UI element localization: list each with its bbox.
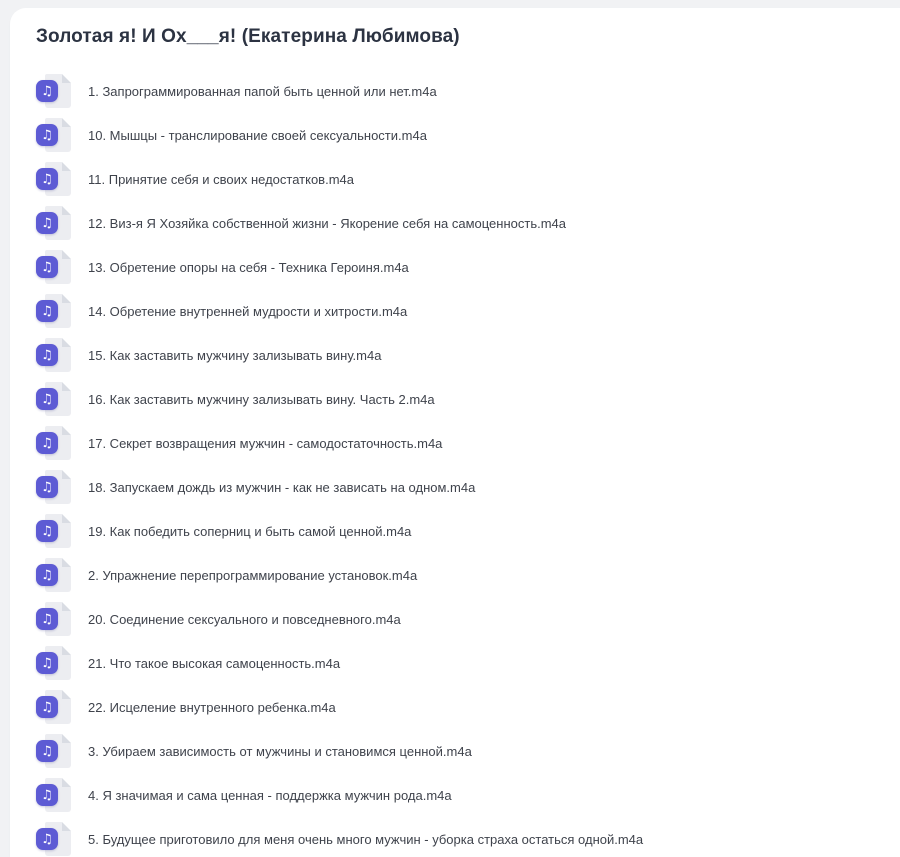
- music-note-icon: ♫: [41, 303, 53, 319]
- music-note-badge-icon: [36, 344, 58, 366]
- folded-corner: [62, 250, 71, 259]
- music-note-badge-icon: [36, 168, 58, 190]
- file-row[interactable]: [36, 465, 900, 509]
- folded-corner: [62, 822, 71, 831]
- file-name: 16. Как заставить мужчину зализывать вину. Часть 2.m4a: [88, 391, 435, 407]
- file-name: 18. Запускаем дождь из мужчин - как не зависать на одном.m4a: [88, 479, 476, 495]
- file-name: 17. Секрет возвращения мужчин - самодостаточность.m4a: [88, 435, 443, 451]
- file-name: 1. Запрограммированная папой быть ценной или нет.m4a: [88, 83, 437, 99]
- folded-corner: [62, 514, 71, 523]
- music-note-icon: ♫: [41, 171, 53, 187]
- music-note-icon: ♫: [41, 479, 53, 495]
- folded-corner: [62, 426, 71, 435]
- folded-corner: [62, 602, 71, 611]
- file-row[interactable]: [36, 421, 900, 465]
- folded-corner: [62, 294, 71, 303]
- music-note-icon: ♫: [41, 435, 53, 451]
- file-row[interactable]: [36, 729, 900, 773]
- file-name: 12. Виз-я Я Хозяйка собственной жизни - Якорение себя на самоценность.m4a: [88, 215, 566, 231]
- file-row[interactable]: [36, 289, 900, 333]
- audio-file-icon: [36, 734, 72, 768]
- folded-corner: [62, 382, 71, 391]
- music-note-icon: ♫: [41, 391, 53, 407]
- file-row[interactable]: [36, 69, 900, 113]
- music-note-badge-icon: [36, 652, 58, 674]
- audio-file-icon: [36, 778, 72, 812]
- file-name: 5. Будущее приготовило для меня очень много мужчин - уборка страха остаться одной.m4a: [88, 831, 644, 847]
- music-note-badge-icon: [36, 432, 58, 454]
- folded-corner: [62, 74, 71, 83]
- file-name: 21. Что такое высокая самоценность.m4a: [88, 655, 341, 671]
- audio-file-icon: [36, 558, 72, 592]
- music-note-badge-icon: [36, 608, 58, 630]
- music-note-icon: ♫: [41, 215, 53, 231]
- folded-corner: [62, 734, 71, 743]
- music-note-badge-icon: [36, 256, 58, 278]
- music-note-icon: ♫: [41, 259, 53, 275]
- folded-corner: [62, 206, 71, 215]
- file-name: 20. Соединение сексуального и повседневного.m4a: [88, 611, 401, 627]
- audio-file-icon: [36, 646, 72, 680]
- file-row[interactable]: [36, 597, 900, 641]
- audio-file-icon: [36, 162, 72, 196]
- file-name: 11. Принятие себя и своих недостатков.m4a: [88, 171, 354, 187]
- file-row[interactable]: [36, 685, 900, 729]
- music-note-badge-icon: [36, 784, 58, 806]
- file-row[interactable]: [36, 773, 900, 817]
- file-name: 15. Как заставить мужчину зализывать вину.m4a: [88, 347, 382, 363]
- file-row[interactable]: [36, 245, 900, 289]
- audio-file-icon: [36, 514, 72, 548]
- file-name: 2. Упражнение перепрограммирование установок.m4a: [88, 567, 418, 583]
- file-name: 3. Убираем зависимость от мужчины и становимся ценной.m4a: [88, 743, 472, 759]
- music-note-badge-icon: [36, 828, 58, 850]
- file-name: 19. Как победить соперниц и быть самой ценной.m4a: [88, 523, 412, 539]
- file-name: 10. Мышцы - транслирование своей сексуальности.m4a: [88, 127, 427, 143]
- music-note-icon: ♫: [41, 831, 53, 847]
- folder-title: Золотая я! И Ох___я! (Екатерина Любимова): [36, 26, 460, 47]
- folded-corner: [62, 558, 71, 567]
- file-name: 22. Исцеление внутренного ребенка.m4a: [88, 699, 336, 715]
- audio-file-icon: [36, 206, 72, 240]
- file-row[interactable]: [36, 377, 900, 421]
- music-note-badge-icon: [36, 564, 58, 586]
- audio-file-icon: [36, 690, 72, 724]
- audio-file-icon: [36, 382, 72, 416]
- audio-file-icon: [36, 74, 72, 108]
- file-name: 14. Обретение внутренней мудрости и хитрости.m4a: [88, 303, 408, 319]
- music-note-icon: ♫: [41, 127, 53, 143]
- file-row[interactable]: [36, 553, 900, 597]
- folded-corner: [62, 162, 71, 171]
- music-note-badge-icon: [36, 696, 58, 718]
- file-name: 13. Обретение опоры на себя - Техника Героиня.m4a: [88, 259, 409, 275]
- file-row[interactable]: [36, 817, 900, 857]
- music-note-badge-icon: [36, 80, 58, 102]
- audio-file-icon: [36, 470, 72, 504]
- music-note-icon: ♫: [41, 567, 53, 583]
- file-row[interactable]: [36, 333, 900, 377]
- music-note-icon: ♫: [41, 787, 53, 803]
- music-note-icon: ♫: [41, 655, 53, 671]
- file-name: 4. Я значимая и сама ценная - поддержка мужчин рода.m4a: [88, 787, 452, 803]
- music-note-icon: ♫: [41, 523, 53, 539]
- file-row[interactable]: [36, 641, 900, 685]
- folded-corner: [62, 778, 71, 787]
- music-note-icon: ♫: [41, 347, 53, 363]
- audio-file-icon: [36, 426, 72, 460]
- file-list: [36, 69, 900, 857]
- music-note-badge-icon: [36, 740, 58, 762]
- music-note-badge-icon: [36, 300, 58, 322]
- folded-corner: [62, 646, 71, 655]
- file-row[interactable]: [36, 509, 900, 553]
- folder-view-card: [10, 8, 900, 857]
- music-note-icon: ♫: [41, 611, 53, 627]
- music-note-icon: ♫: [41, 743, 53, 759]
- audio-file-icon: [36, 822, 72, 856]
- audio-file-icon: [36, 250, 72, 284]
- folded-corner: [62, 690, 71, 699]
- music-note-icon: ♫: [41, 83, 53, 99]
- audio-file-icon: [36, 602, 72, 636]
- file-row[interactable]: [36, 201, 900, 245]
- audio-file-icon: [36, 294, 72, 328]
- music-note-badge-icon: [36, 476, 58, 498]
- file-row[interactable]: [36, 113, 900, 157]
- music-note-badge-icon: [36, 388, 58, 410]
- music-note-badge-icon: [36, 520, 58, 542]
- file-row[interactable]: [36, 157, 900, 201]
- audio-file-icon: [36, 338, 72, 372]
- folded-corner: [62, 338, 71, 347]
- music-note-badge-icon: [36, 212, 58, 234]
- music-note-icon: ♫: [41, 699, 53, 715]
- audio-file-icon: [36, 118, 72, 152]
- folded-corner: [62, 118, 71, 127]
- folded-corner: [62, 470, 71, 479]
- music-note-badge-icon: [36, 124, 58, 146]
